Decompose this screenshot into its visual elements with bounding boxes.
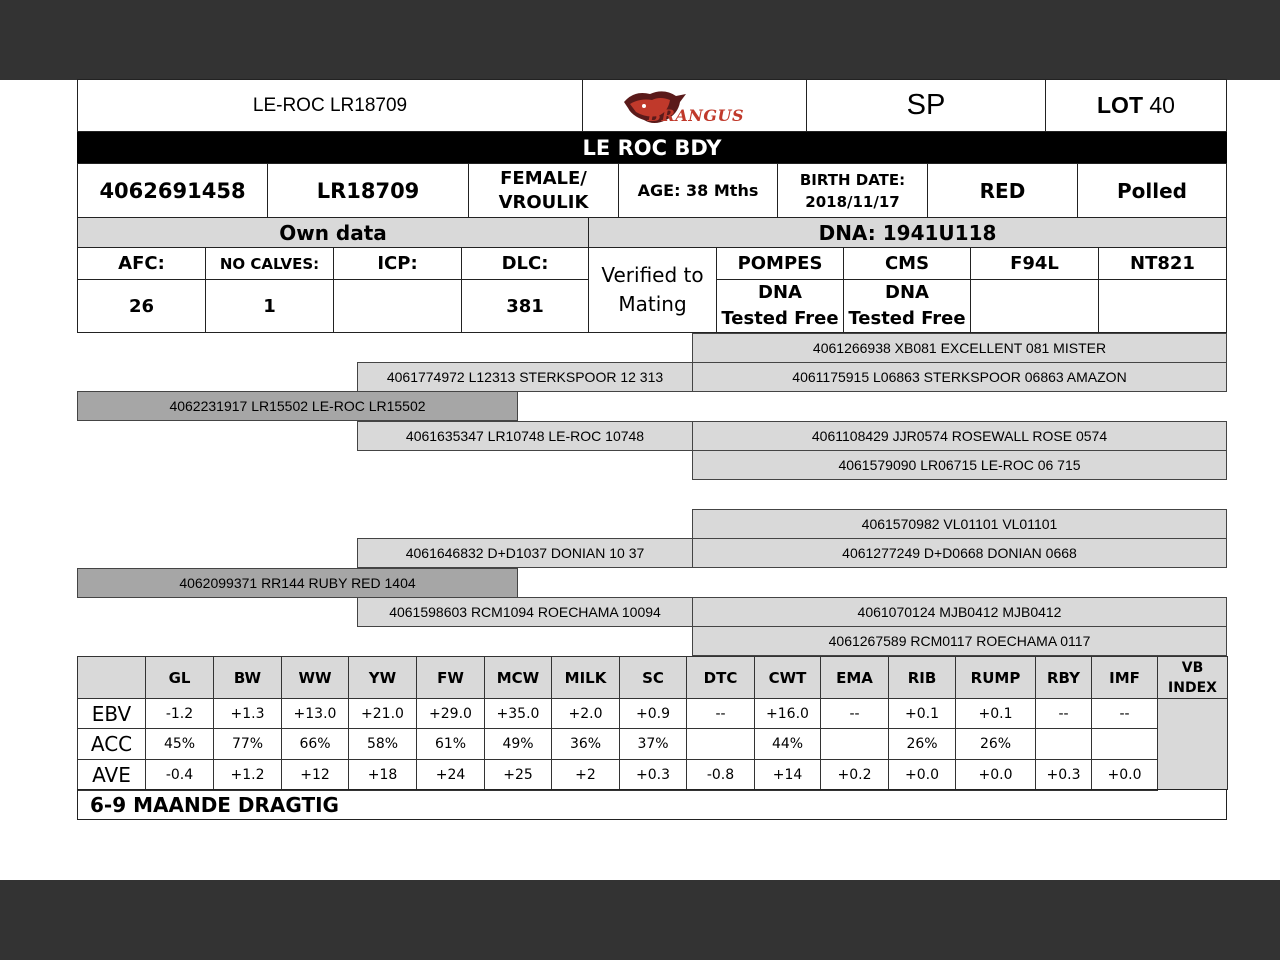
pedigree-text: 4061267589 RCM0117 ROECHAMA 0117 (828, 633, 1091, 649)
ebv-value-ebv-rib-text: +0.1 (905, 705, 939, 722)
ebv-value-ebv-yw (348, 698, 417, 729)
dna-test-label: POMPES (737, 253, 823, 274)
ebv-value-ebv-fw (416, 698, 485, 729)
dna-title-text: DNA: 1941U118 (818, 220, 997, 245)
ebv-value-ave-yw-text: +18 (367, 767, 398, 783)
colour-cell (927, 163, 1078, 218)
own-value-text: 26 (128, 295, 155, 317)
pedigree-text: 4061175915 L06863 STERKSPOOR 06863 AMAZON (792, 369, 1127, 385)
ebv-header-cwt (754, 656, 821, 699)
ebv-value-acc-bw (213, 728, 282, 760)
ebv-value-ebv-yw-text: +21.0 (361, 705, 404, 722)
dna-result-line2: Tested Free (721, 308, 839, 329)
age-cell (618, 163, 778, 218)
ebv-row-label-acc (77, 728, 146, 760)
ebv-value-ave-mcw-text: +25 (503, 767, 533, 783)
comment-cell (77, 789, 1227, 820)
lot-number: 40 (1149, 92, 1175, 118)
ebv-header-gl-text: GL (168, 668, 191, 687)
ebv-value-ebv-milk-text: +2.0 (568, 705, 603, 722)
ebv-value-acc-ww-text: 66% (299, 736, 331, 752)
pedigree-sire-dam-dam (692, 450, 1227, 480)
pedigree-dam-sire (357, 538, 693, 568)
pedigree-text: 4061108429 JJR0574 ROSEWALL ROSE 0574 (811, 428, 1108, 444)
bottom-bar (0, 880, 1280, 960)
pedigree-sire-sire-dam (692, 362, 1227, 392)
ebv-value-ebv-cwt (754, 698, 821, 729)
sex-line1: FEMALE/ (500, 167, 587, 189)
own-header-afc (77, 247, 206, 280)
dna-test-label: CMS (884, 253, 930, 274)
ebv-value-ave-rby-text: +0.3 (1046, 767, 1081, 783)
dna-result-line2: Tested Free (848, 308, 966, 329)
ebv-value-ave-cwt (754, 759, 821, 791)
ebv-header-rib (888, 656, 956, 699)
ebv-header-rump (955, 656, 1036, 699)
own-value-text: 381 (506, 295, 544, 317)
verified-line1: Verified to (601, 263, 704, 287)
ebv-value-ave-imf-text: +0.0 (1107, 767, 1142, 783)
ebv-value-ave-yw (348, 759, 417, 791)
ebv-value-ave-sc (619, 759, 687, 791)
ebv-index-value (1157, 698, 1228, 790)
ebv-index-header-text: INDEX (1168, 679, 1217, 696)
pedigree-text: 4061774972 L12313 STERKSPOOR 12 313 (386, 369, 664, 385)
ebv-row-label-acc-text: ACC (90, 732, 133, 756)
lot-label: LOT (1097, 92, 1143, 118)
ebv-value-ebv-cwt-text: +16.0 (766, 705, 809, 722)
sex-line2: VROULIK (498, 191, 589, 213)
horn-text: Polled (1117, 178, 1187, 203)
ebv-header-imf-text: IMF (1109, 668, 1140, 687)
ebv-header-imf (1091, 656, 1158, 699)
ebv-value-ebv-ww-text: +13.0 (293, 705, 337, 722)
ebv-value-ebv-gl (145, 698, 214, 729)
own-header-text: DLC: (501, 253, 549, 274)
own-data-title-text: Own data (279, 220, 387, 245)
pedigree-text: 4061266938 XB081 EXCELLENT 081 MISTER (812, 340, 1107, 356)
comment-text: 6-9 MAANDE DRAGTIG (90, 792, 339, 817)
own-header-text: AFC: (118, 253, 165, 274)
dna-test-nt821 (1098, 247, 1227, 280)
ebv-value-ave-ww (281, 759, 349, 791)
grade-text: SP (906, 89, 946, 121)
ebv-value-ave-gl-text: -0.4 (165, 767, 194, 783)
own-header-icp (333, 247, 462, 280)
dna-test-label: NT821 (1130, 253, 1195, 274)
ebv-value-ave-rump-text: +0.0 (978, 767, 1013, 783)
ebv-value-ebv-gl-text: -1.2 (165, 705, 194, 722)
own-header-text: NO CALVES: (219, 254, 320, 273)
pedigree-text: 4061635347 LR10748 LE-ROC 10748 (405, 428, 645, 444)
ebv-value-ebv-bw-text: +1.3 (230, 705, 265, 722)
dna-result-nt821 (1098, 279, 1227, 333)
dna-result-line1: DNA (885, 282, 929, 303)
ebv-value-ebv-rby-text: -- (1058, 705, 1069, 722)
animal-name-bar (77, 132, 1227, 164)
ebv-value-acc-rib (888, 728, 956, 760)
ebv-header-ema (820, 656, 889, 699)
ebv-value-ebv-sc (619, 698, 687, 729)
pedigree-text: 4062099371 RR144 RUBY RED 1404 (179, 575, 416, 591)
own-value-dlc (461, 279, 589, 333)
ebv-value-ave-ema (820, 759, 889, 791)
pedigree-text: 4061277249 D+D0668 DONIAN 0668 (842, 545, 1077, 561)
ebv-value-ebv-imf (1091, 698, 1158, 729)
pedigree-text: 4061598603 RCM1094 ROECHAMA 10094 (389, 604, 661, 620)
ebv-header-dtc (686, 656, 755, 699)
ebv-header-bw (213, 656, 282, 699)
ebv-value-ebv-ww (281, 698, 349, 729)
pedigree-sire-dam-sire (692, 421, 1227, 451)
ebv-header-milk-text: MILK (564, 668, 607, 687)
ebv-index-header (1157, 656, 1228, 699)
ebv-value-ave-milk-text: +2 (575, 767, 596, 783)
ebv-value-ebv-milk (551, 698, 620, 729)
dna-test-label: F94L (1010, 253, 1059, 274)
ebv-header-mcw (484, 656, 552, 699)
colour-text: RED (979, 178, 1026, 203)
ebv-value-acc-yw (348, 728, 417, 760)
dna-result-f94l (970, 279, 1099, 333)
ebv-header-rby (1035, 656, 1092, 699)
dna-result-line1: DNA (758, 282, 802, 303)
pedigree-sire-sire-sire (692, 333, 1227, 363)
ebv-value-acc-gl (145, 728, 214, 760)
own-value-icp (333, 279, 462, 333)
pedigree-text: 4061570982 VL01101 VL01101 (861, 516, 1058, 532)
animal-name: LE ROC BDY (582, 136, 722, 160)
birth-date-cell (777, 163, 928, 218)
ebv-row-label-ebv-text: EBV (91, 701, 132, 726)
pedigree-dam-sire-dam (692, 538, 1227, 568)
ebv-value-ave-rby (1035, 759, 1092, 791)
ebv-value-acc-rib-text: 26% (906, 736, 938, 752)
own-data-title (77, 217, 589, 248)
ear-tag-cell (267, 163, 469, 218)
ebv-header-fw (416, 656, 485, 699)
ebv-value-acc-fw-text: 61% (434, 736, 467, 752)
pedigree-dam-dam (357, 597, 693, 627)
dna-result-pompes (716, 279, 844, 333)
age-text: AGE: 38 Mths (637, 181, 759, 200)
ebv-value-acc-fw (416, 728, 485, 760)
ebv-value-acc-mcw (484, 728, 552, 760)
ear-tag: LR18709 (316, 178, 420, 203)
own-value-afc (77, 279, 206, 333)
own-header-dlc (461, 247, 589, 280)
ebv-value-ebv-fw-text: +29.0 (429, 705, 472, 722)
pedigree-dam-sire-sire (692, 509, 1227, 539)
ebv-value-acc-milk (551, 728, 620, 760)
dna-test-pompes (716, 247, 844, 280)
sex-cell (468, 163, 619, 218)
ebv-header-milk (551, 656, 620, 699)
ebv-value-ave-cwt-text: +14 (772, 767, 803, 783)
verified-line2: Mating (618, 292, 687, 316)
ebv-value-acc-bw-text: 77% (231, 736, 264, 752)
ebv-value-acc-rump-text: 26% (979, 736, 1012, 752)
pedigree-sire-dam (357, 421, 693, 451)
logo-text: BRANGUS (647, 105, 745, 125)
own-value-calves (205, 279, 334, 333)
ident-cell (77, 79, 583, 132)
ebv-value-acc-sc-text: 37% (637, 736, 669, 752)
ebv-header-ww-text: WW (298, 668, 332, 687)
ebv-value-acc-sc (619, 728, 687, 760)
dna-title (588, 217, 1227, 248)
ebv-value-ave-imf (1091, 759, 1158, 791)
ebv-value-ebv-sc-text: +0.9 (636, 705, 670, 722)
ebv-value-ebv-rib (888, 698, 956, 729)
id-number: 4062691458 (99, 178, 246, 203)
ebv-value-ebv-ema-text: -- (849, 705, 860, 722)
own-header-text: ICP: (377, 253, 418, 274)
ebv-header-ema-text: EMA (836, 668, 873, 687)
verified-cell (588, 247, 717, 333)
ebv-value-ebv-mcw (484, 698, 552, 729)
ebv-value-ebv-dtc (686, 698, 755, 729)
horn-cell (1077, 163, 1227, 218)
ebv-header-dtc-text: DTC (703, 668, 738, 687)
ebv-value-ave-bw (213, 759, 282, 791)
ebv-header-bw-text: BW (233, 668, 262, 687)
ebv-header-rby-text: RBY (1046, 668, 1081, 687)
ebv-value-ave-rump (955, 759, 1036, 791)
ebv-value-acc-gl-text: 45% (163, 736, 196, 752)
pedigree-dam-dam-sire (692, 597, 1227, 627)
ebv-index-header-text: VB (1181, 659, 1204, 676)
id-number-cell (77, 163, 268, 218)
ebv-value-acc-ww (281, 728, 349, 760)
ebv-header-rump-text: RUMP (970, 668, 1021, 687)
ebv-value-ave-dtc (686, 759, 755, 791)
ebv-value-ave-sc-text: +0.3 (636, 767, 670, 783)
ebv-value-ebv-rump-text: +0.1 (978, 705, 1013, 722)
ebv-corner-cell (77, 656, 146, 699)
ebv-row-label-ave (77, 759, 146, 791)
ebv-value-acc-mcw-text: 49% (502, 736, 534, 752)
ebv-value-ave-fw (416, 759, 485, 791)
ebv-value-acc-yw-text: 58% (366, 736, 399, 752)
dna-result-cms (843, 279, 971, 333)
ebv-header-fw-text: FW (437, 668, 464, 687)
ebv-header-ww (281, 656, 349, 699)
lot-cell (1045, 79, 1227, 132)
ebv-value-ebv-rump (955, 698, 1036, 729)
ebv-value-ave-gl (145, 759, 214, 791)
brangus-logo (620, 84, 770, 128)
ebv-value-ave-rib-text: +0.0 (905, 767, 939, 783)
ebv-header-sc (619, 656, 687, 699)
ebv-value-ebv-rby (1035, 698, 1092, 729)
ebv-value-acc-ema (820, 728, 889, 760)
ebv-value-ebv-mcw-text: +35.0 (496, 705, 540, 722)
pedigree-text: 4062231917 LR15502 LE-ROC LR15502 (169, 398, 426, 414)
ebv-value-ave-mcw (484, 759, 552, 791)
pedigree-sire (77, 391, 518, 421)
dna-test-cms (843, 247, 971, 280)
ebv-value-acc-rump (955, 728, 1036, 760)
ebv-value-acc-milk-text: 36% (569, 736, 602, 752)
ebv-value-ave-rib (888, 759, 956, 791)
own-value-text: 1 (263, 295, 276, 317)
ebv-value-acc-dtc (686, 728, 755, 760)
ebv-value-ebv-bw (213, 698, 282, 729)
ebv-value-ave-fw-text: +24 (435, 767, 466, 783)
ebv-header-mcw-text: MCW (496, 668, 540, 687)
ebv-value-ave-ema-text: +0.2 (837, 767, 872, 783)
birth-label: BIRTH DATE: (799, 170, 906, 189)
pedigree-text: 4061579090 LR06715 LE-ROC 06 715 (838, 457, 1081, 473)
pedigree-dam (77, 568, 518, 598)
dna-test-f94l (970, 247, 1099, 280)
ebv-header-yw (348, 656, 417, 699)
ebv-header-sc-text: SC (642, 668, 664, 687)
lot-sheet-page (0, 80, 1280, 880)
ebv-header-gl (145, 656, 214, 699)
pedigree-dam-dam-dam (692, 626, 1227, 656)
ebv-value-ebv-imf-text: -- (1119, 705, 1130, 722)
ebv-value-ave-dtc-text: -0.8 (706, 767, 735, 783)
ebv-value-ave-bw-text: +1.2 (230, 767, 265, 783)
pedigree-sire-sire (357, 362, 693, 392)
ebv-value-acc-cwt-text: 44% (771, 736, 804, 752)
ebv-row-label-ebv (77, 698, 146, 729)
ebv-value-acc-rby (1035, 728, 1092, 760)
own-header-calves (205, 247, 334, 280)
ebv-value-ebv-dtc-text: -- (715, 705, 726, 722)
ident-text: LE-ROC LR18709 (252, 94, 408, 116)
ebv-value-ave-milk (551, 759, 620, 791)
ebv-value-acc-imf (1091, 728, 1158, 760)
ebv-value-ebv-ema (820, 698, 889, 729)
ebv-header-yw-text: YW (368, 668, 397, 687)
ebv-value-acc-cwt (754, 728, 821, 760)
ebv-header-rib-text: RIB (907, 668, 937, 687)
ebv-value-ave-ww-text: +12 (300, 767, 330, 783)
birth-date: 2018/11/17 (805, 192, 900, 211)
ebv-row-label-ave-text: AVE (92, 763, 131, 787)
pedigree-text: 4061070124 MJB0412 MJB0412 (857, 604, 1062, 620)
pedigree-text: 4061646832 D+D1037 DONIAN 10 37 (405, 545, 645, 561)
logo-cell (582, 79, 807, 132)
grade-cell (806, 79, 1046, 132)
ebv-header-cwt-text: CWT (768, 668, 807, 687)
